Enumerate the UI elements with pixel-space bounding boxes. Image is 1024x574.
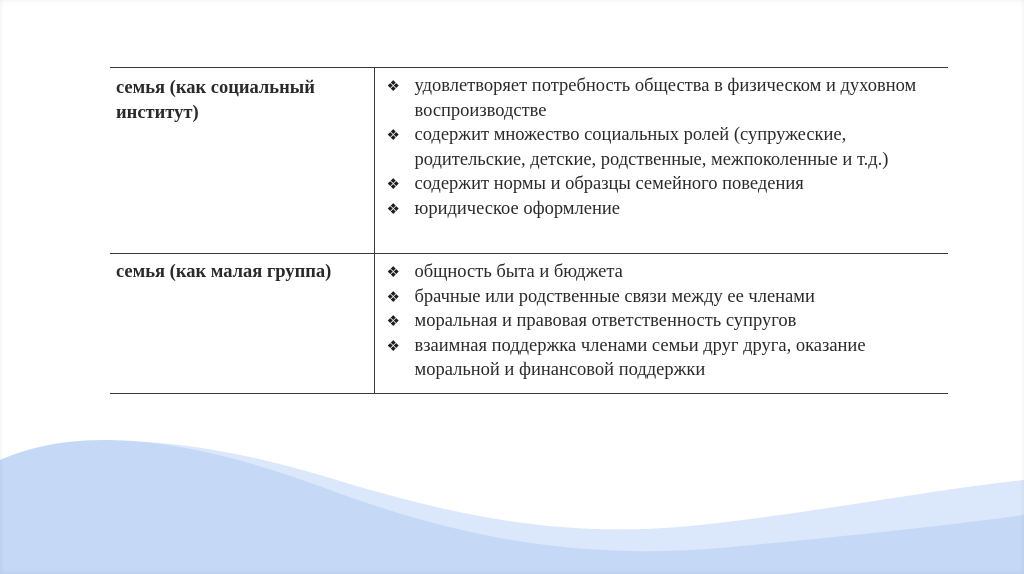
list-item <box>385 197 941 222</box>
list-item <box>385 172 941 197</box>
decorative-wave <box>0 420 1024 574</box>
diamond-bullet-icon: ❖ <box>386 126 400 144</box>
diamond-bullet-icon: ❖ <box>386 263 400 281</box>
feature-text: моральная и правовая ответственность супругов <box>414 311 797 331</box>
diamond-bullet-icon: ❖ <box>386 312 400 330</box>
table-row <box>110 68 948 254</box>
features-cell <box>374 68 948 254</box>
list-item <box>385 74 941 123</box>
list-item <box>385 260 941 285</box>
features-cell <box>374 254 948 394</box>
feature-text: удовлетворяет потребность общества в физическом и духовном воспроизводстве <box>414 76 917 121</box>
feature-text: брачные или родственные связи между ее членами <box>414 286 815 307</box>
feature-text: юридическое оформление <box>414 198 620 219</box>
list-item <box>385 334 941 383</box>
diamond-bullet-icon: ❖ <box>386 175 400 193</box>
table-row <box>110 254 948 394</box>
feature-list <box>385 260 941 383</box>
term-cell: семья (как малая группа) <box>110 254 374 394</box>
diamond-bullet-icon: ❖ <box>386 199 400 218</box>
feature-text: взаимная поддержка членами семьи друг друга, оказание моральной и финансовой поддержки <box>414 335 866 380</box>
diamond-bullet-icon: ❖ <box>386 336 400 355</box>
feature-text: общность быта и бюджета <box>414 262 623 282</box>
diamond-bullet-icon: ❖ <box>386 77 400 95</box>
feature-text: содержит нормы и образцы семейного поведения <box>414 174 804 194</box>
feature-list <box>385 74 941 221</box>
diamond-bullet-icon: ❖ <box>386 287 400 306</box>
list-item <box>385 309 941 334</box>
family-definition-table <box>110 67 948 394</box>
list-item <box>385 123 941 172</box>
list-item <box>385 285 941 310</box>
feature-text: содержит множество социальных ролей (супружеские, родительские, детские, родственные, межпоколенные и т.д.) <box>414 125 889 170</box>
term-cell: семья (как социальный институт) <box>110 68 374 254</box>
